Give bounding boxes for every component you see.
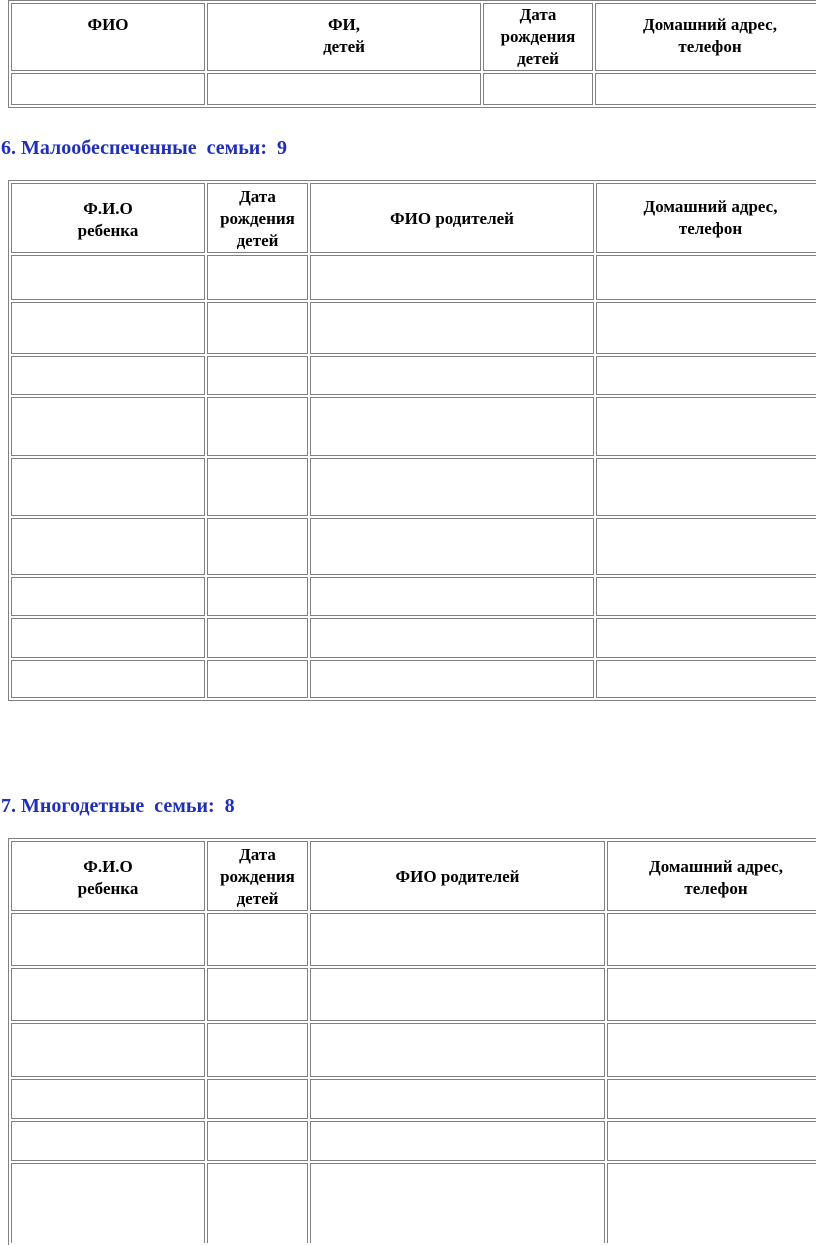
table-row (11, 913, 816, 966)
table-cell[interactable] (310, 458, 594, 516)
table-cell[interactable] (207, 1163, 308, 1243)
table-cell[interactable] (607, 1121, 816, 1161)
header-birth-date: Дата рождения детей (207, 841, 308, 911)
table-cell[interactable] (596, 302, 816, 354)
table-cell[interactable] (310, 397, 594, 456)
table-cell[interactable] (310, 1163, 605, 1243)
table-cell[interactable] (207, 577, 308, 616)
table-row (11, 73, 816, 105)
table-cell[interactable] (310, 913, 605, 966)
table-row (11, 255, 816, 300)
table-cell[interactable] (11, 458, 205, 516)
section-6-table (8, 180, 816, 701)
table-row (11, 968, 816, 1021)
table-row (11, 1121, 816, 1161)
table-cell[interactable] (596, 458, 816, 516)
table-row (11, 458, 816, 516)
table-cell[interactable] (607, 1079, 816, 1119)
table-cell[interactable] (207, 518, 308, 575)
table-cell[interactable] (207, 660, 308, 698)
table-cell[interactable] (310, 1079, 605, 1119)
header-address-phone: Домашний адрес, телефон (595, 3, 816, 71)
header-fio: ФИО (11, 3, 205, 71)
table-cell[interactable] (310, 1023, 605, 1077)
table-cell[interactable] (207, 1079, 308, 1119)
table-header-row (11, 183, 816, 253)
table-cell[interactable] (11, 302, 205, 354)
table-cell[interactable] (596, 518, 816, 575)
table-row (11, 518, 816, 575)
table-cell[interactable] (595, 73, 816, 105)
header-address-phone: Домашний адрес, телефон (607, 841, 816, 911)
table-cell[interactable] (310, 577, 594, 616)
header-birth-date: Дата рождения детей (207, 183, 308, 253)
table-row (11, 660, 816, 698)
header-birth-date: Дата рождения детей (483, 3, 593, 71)
table-cell[interactable] (596, 660, 816, 698)
table-cell[interactable] (310, 518, 594, 575)
table-cell[interactable] (310, 660, 594, 698)
table-row (11, 397, 816, 456)
table-cell[interactable] (11, 968, 205, 1021)
table-cell[interactable] (607, 1023, 816, 1077)
table-row (11, 618, 816, 658)
table-cell[interactable] (207, 73, 481, 105)
table-cell[interactable] (207, 618, 308, 658)
table-cell[interactable] (11, 1023, 205, 1077)
section-7-table (8, 838, 816, 1245)
table-cell[interactable] (11, 397, 205, 456)
table-cell[interactable] (207, 458, 308, 516)
table-cell[interactable] (207, 1121, 308, 1161)
table-cell[interactable] (11, 1079, 205, 1119)
table-cell[interactable] (310, 302, 594, 354)
table-cell[interactable] (11, 73, 205, 105)
table-cell[interactable] (11, 660, 205, 698)
table-row (11, 577, 816, 616)
header-child-fio: Ф.И.О ребенка (11, 841, 205, 911)
table-cell[interactable] (11, 913, 205, 966)
table-cell[interactable] (596, 356, 816, 395)
section-6-title: 6. Малообеспеченные семьи: 9 (1, 137, 287, 159)
table-cell[interactable] (310, 618, 594, 658)
table-header-row (11, 3, 816, 71)
table-cell[interactable] (207, 968, 308, 1021)
header-fi-children: ФИ, детей (207, 3, 481, 71)
table-cell[interactable] (11, 1163, 205, 1243)
table-cell[interactable] (11, 1121, 205, 1161)
table-cell[interactable] (11, 577, 205, 616)
table-cell[interactable] (11, 255, 205, 300)
table-cell[interactable] (207, 302, 308, 354)
table-cell[interactable] (11, 618, 205, 658)
table-cell[interactable] (483, 73, 593, 105)
table-cell[interactable] (596, 255, 816, 300)
table-row (11, 356, 816, 395)
header-child-fio: Ф.И.О ребенка (11, 183, 205, 253)
table-cell[interactable] (596, 618, 816, 658)
section-7-title: 7. Многодетные семьи: 8 (1, 795, 235, 817)
table-cell[interactable] (207, 913, 308, 966)
table-cell[interactable] (11, 356, 205, 395)
table-cell[interactable] (310, 1121, 605, 1161)
header-parents-fio: ФИО родителей (310, 183, 594, 253)
table-cell[interactable] (207, 397, 308, 456)
table-cell[interactable] (310, 255, 594, 300)
header-parents-fio: ФИО родителей (310, 841, 605, 911)
table-row (11, 1079, 816, 1119)
header-address-phone: Домашний адрес, телефон (596, 183, 816, 253)
table-cell[interactable] (596, 577, 816, 616)
table-cell[interactable] (596, 397, 816, 456)
table-cell[interactable] (207, 255, 308, 300)
table-row (11, 1163, 816, 1243)
table-cell[interactable] (607, 1163, 816, 1243)
table-cell[interactable] (607, 913, 816, 966)
table-row (11, 302, 816, 354)
table-cell[interactable] (310, 968, 605, 1021)
table-cell[interactable] (310, 356, 594, 395)
table-cell[interactable] (11, 518, 205, 575)
table-cell[interactable] (607, 968, 816, 1021)
table-cell[interactable] (207, 356, 308, 395)
table-row (11, 1023, 816, 1077)
top-table (8, 0, 816, 108)
table-cell[interactable] (207, 1023, 308, 1077)
table-header-row (11, 841, 816, 911)
